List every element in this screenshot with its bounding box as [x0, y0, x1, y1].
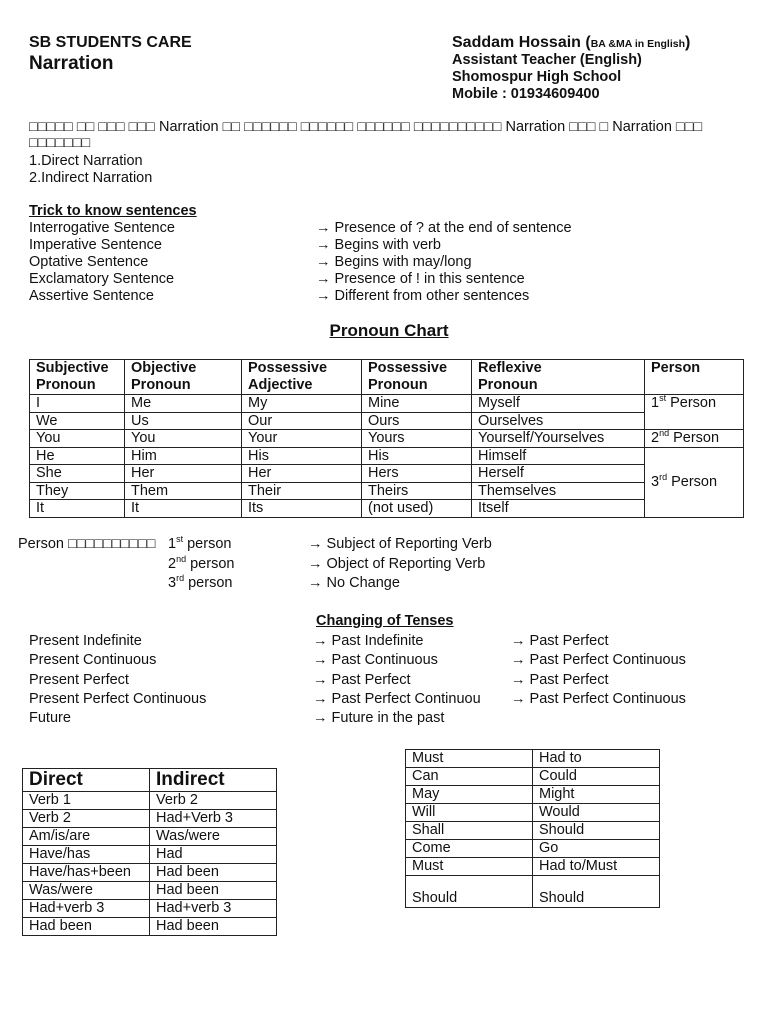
person-number: 3 [168, 575, 177, 591]
table-cell: Had [150, 846, 277, 864]
table-cell: Had been [150, 864, 277, 882]
tense-to: → Past Indefinite [313, 633, 424, 649]
tense-to: → Future in the past [313, 710, 445, 726]
intro-paragraph: □□□□□ □□ □□□ □□□ Narration □□ □□□□□□ □□□□□□ □□□□□□ □□□□□□□□□□ Narration □□□ □ Narration □□□ □□□□□□□ [29, 119, 703, 151]
author-role: Assistant Teacher (English) [452, 52, 642, 68]
tense-alt: → Past Perfect [511, 633, 609, 649]
person-suffix: nd [659, 428, 670, 439]
table-cell: Her [242, 465, 362, 483]
table-cell: Us [125, 412, 242, 430]
person-number: 2 [168, 556, 177, 572]
trick-rule: → Begins with verb [316, 237, 441, 253]
table-cell: Had+verb 3 [23, 900, 150, 918]
column-header [645, 360, 744, 395]
table-cell: Myself [472, 395, 645, 413]
tense-from: Present Continuous [29, 652, 157, 668]
table-cell: They [30, 482, 125, 500]
table-header-row [23, 769, 277, 792]
column-header [242, 360, 362, 395]
table-cell: Yourself/Yourselves [472, 430, 645, 448]
table-cell: Should [406, 876, 533, 908]
table-cell: Mine [362, 395, 472, 413]
trick-row [29, 271, 729, 288]
intro-item-indirect: 2.Indirect Narration [29, 170, 153, 186]
person-suffix: rd [659, 471, 668, 482]
person-item [168, 575, 232, 591]
person-item [168, 556, 234, 572]
person-item [168, 536, 231, 552]
header-line: Pronoun [368, 377, 428, 393]
table-cell: Ourselves [472, 412, 645, 430]
table-cell: Can [406, 768, 533, 786]
table-row [23, 900, 277, 918]
tense-to: → Past Perfect Continuou [313, 691, 481, 707]
table-header-row [30, 360, 744, 395]
person-word: person [186, 556, 235, 572]
column-header [362, 360, 472, 395]
column-header [30, 360, 125, 395]
person-suffix: rd [176, 573, 185, 584]
table-row [30, 500, 744, 518]
table-row [30, 412, 744, 430]
person-cell-third [645, 447, 744, 517]
person-word: Person [666, 395, 717, 411]
table-cell: Had to/Must [533, 858, 660, 876]
trick-row [29, 254, 729, 271]
trick-row [29, 220, 729, 237]
person-number: 1 [651, 395, 660, 411]
person-row [18, 536, 618, 555]
author-name-text: Saddam Hossain ( [452, 34, 591, 51]
pronoun-table [29, 359, 744, 518]
table-cell: It [30, 500, 125, 518]
person-change-label: Person □□□□□□□□□□ [18, 536, 156, 552]
table-cell: He [30, 447, 125, 465]
table-cell: Might [533, 786, 660, 804]
author-mobile: Mobile : 01934609400 [452, 86, 600, 102]
table-cell: Have/has [23, 846, 150, 864]
table-cell: It [125, 500, 242, 518]
author-name [452, 34, 690, 52]
person-suffix: st [659, 393, 667, 404]
table-row [23, 918, 277, 936]
org-name: SB STUDENTS CARE [29, 34, 192, 51]
table-cell: Should [533, 822, 660, 840]
person-word: Person [669, 430, 720, 446]
trick-sentence-type: Imperative Sentence [29, 237, 162, 253]
table-cell: Verb 2 [150, 792, 277, 810]
tense-from: Present Perfect [29, 672, 129, 688]
table-cell: His [362, 447, 472, 465]
tense-row [29, 652, 749, 671]
table-cell: Would [533, 804, 660, 822]
table-cell: Them [125, 482, 242, 500]
table-cell: Am/is/are [23, 828, 150, 846]
table-cell: His [242, 447, 362, 465]
table-cell: Your [242, 430, 362, 448]
table-row [23, 882, 277, 900]
table-cell: Was/were [150, 828, 277, 846]
table-cell: Verb 1 [23, 792, 150, 810]
table-cell: She [30, 465, 125, 483]
person-number: 3 [651, 473, 660, 490]
table-row [23, 810, 277, 828]
table-row [23, 828, 277, 846]
author-school: Shomospur High School [452, 69, 622, 85]
table-cell: Must [406, 750, 533, 768]
person-word: person [184, 575, 233, 591]
table-cell: Could [533, 768, 660, 786]
person-rule: → No Change [308, 575, 400, 591]
table-cell: Himself [472, 447, 645, 465]
table-cell: Its [242, 500, 362, 518]
trick-rule: → Presence of ! in this sentence [316, 271, 525, 287]
tense-row [29, 633, 749, 652]
header-line: Subjective [36, 360, 109, 376]
trick-sentence-type: Assertive Sentence [29, 288, 154, 304]
table-cell: Come [406, 840, 533, 858]
table-cell: Her [125, 465, 242, 483]
table-cell: Had been [150, 918, 277, 936]
person-rule: → Subject of Reporting Verb [308, 536, 492, 552]
table-row [406, 876, 660, 908]
table-cell: I [30, 395, 125, 413]
document-title: Narration [29, 53, 114, 74]
person-word: Person [667, 473, 718, 490]
person-cell-first [645, 395, 744, 430]
table-cell: Theirs [362, 482, 472, 500]
tense-from: Future [29, 710, 71, 726]
table-row [406, 858, 660, 876]
table-row [30, 395, 744, 413]
table-row [406, 786, 660, 804]
author-close: ) [685, 34, 691, 51]
header-line: Pronoun [131, 377, 191, 393]
tense-heading: Changing of Tenses [316, 613, 454, 629]
trick-row [29, 288, 729, 305]
table-row [30, 447, 744, 465]
table-cell: Had+Verb 3 [150, 810, 277, 828]
table-row [406, 750, 660, 768]
table-cell: (not used) [362, 500, 472, 518]
header-line: Possessive [368, 360, 448, 376]
table-cell: Shall [406, 822, 533, 840]
column-header: Indirect [150, 769, 277, 792]
trick-sentence-type: Exclamatory Sentence [29, 271, 175, 287]
table-cell: Will [406, 804, 533, 822]
table-cell: Yours [362, 430, 472, 448]
table-cell: Have/has+been [23, 864, 150, 882]
table-row [23, 864, 277, 882]
table-row [30, 465, 744, 483]
tense-row [29, 691, 749, 710]
tense-from: Present Perfect Continuous [29, 691, 207, 707]
table-cell: Hers [362, 465, 472, 483]
table-row [406, 822, 660, 840]
person-number: 1 [168, 536, 177, 552]
tense-from: Present Indefinite [29, 633, 142, 649]
table-cell: Our [242, 412, 362, 430]
table-cell: We [30, 412, 125, 430]
direct-indirect-table [22, 768, 277, 936]
tense-row [29, 672, 749, 691]
person-row [18, 575, 618, 594]
table-cell: Had+verb 3 [150, 900, 277, 918]
table-row [30, 430, 744, 448]
table-cell: Ours [362, 412, 472, 430]
table-cell: May [406, 786, 533, 804]
table-row [406, 768, 660, 786]
header-line: Person [651, 360, 701, 376]
table-cell: Him [125, 447, 242, 465]
author-degree: BA &MA in English [590, 38, 686, 50]
table-row [406, 840, 660, 858]
trick-rule: → Presence of ? at the end of sentence [316, 220, 572, 236]
pronoun-chart-title: Pronoun Chart [329, 321, 449, 340]
table-cell: Was/were [23, 882, 150, 900]
person-number: 2 [651, 430, 660, 446]
table-cell: Herself [472, 465, 645, 483]
trick-rule: → Different from other sentences [316, 288, 530, 304]
person-word: person [183, 536, 232, 552]
person-row [18, 556, 618, 575]
header-line: Objective [131, 360, 197, 376]
table-row [30, 482, 744, 500]
table-cell: You [125, 430, 242, 448]
table-cell: Had been [23, 918, 150, 936]
tense-alt: → Past Perfect [511, 672, 609, 688]
column-header: Direct [23, 769, 150, 792]
person-rule: → Object of Reporting Verb [308, 556, 486, 572]
trick-sentence-type: Optative Sentence [29, 254, 149, 270]
modal-verbs-table [405, 749, 660, 908]
tense-row [29, 710, 749, 729]
column-header [472, 360, 645, 395]
person-suffix: nd [176, 554, 187, 565]
trick-rule: → Begins with may/long [316, 254, 472, 270]
person-suffix: st [176, 534, 184, 545]
header-line: Possessive [248, 360, 328, 376]
tense-to: → Past Perfect [313, 672, 411, 688]
tense-alt: → Past Perfect Continuous [511, 691, 686, 707]
intro-item-direct: 1.Direct Narration [29, 153, 143, 169]
table-cell: Their [242, 482, 362, 500]
column-header [125, 360, 242, 395]
table-cell: Must [406, 858, 533, 876]
trick-row [29, 237, 729, 254]
table-row [23, 792, 277, 810]
table-cell: Verb 2 [23, 810, 150, 828]
table-row [23, 846, 277, 864]
table-cell: Itself [472, 500, 645, 518]
table-cell: Me [125, 395, 242, 413]
table-cell: You [30, 430, 125, 448]
table-cell: Themselves [472, 482, 645, 500]
table-cell: Go [533, 840, 660, 858]
header-line: Adjective [248, 377, 313, 393]
table-cell: Had been [150, 882, 277, 900]
table-row [406, 804, 660, 822]
trick-heading: Trick to know sentences [29, 203, 197, 219]
table-cell: Should [533, 876, 660, 908]
header-line: Pronoun [478, 377, 538, 393]
tense-alt: → Past Perfect Continuous [511, 652, 686, 668]
table-cell: My [242, 395, 362, 413]
person-cell-second [645, 430, 744, 448]
trick-sentence-type: Interrogative Sentence [29, 220, 175, 236]
tense-to: → Past Continuous [313, 652, 438, 668]
header-line: Reflexive [478, 360, 542, 376]
header-line: Pronoun [36, 377, 96, 393]
table-cell: Had to [533, 750, 660, 768]
